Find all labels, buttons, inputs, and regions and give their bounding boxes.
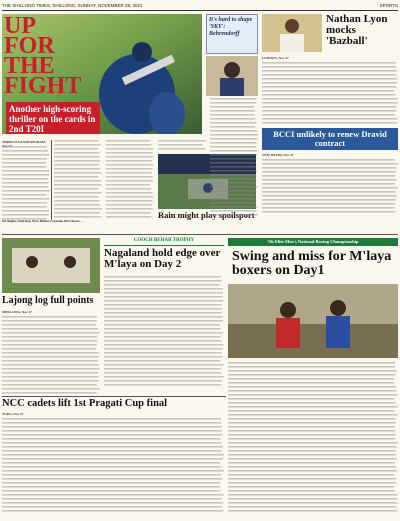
bcci-banner	[262, 128, 398, 150]
lajong-body	[2, 310, 100, 394]
lajong-photo	[2, 238, 100, 293]
cooch-title: Nagaland hold edge over M'laya on Day 2	[104, 247, 221, 270]
quote-text: It's hard to shape 'SKY': Behrendorff	[209, 17, 253, 37]
bcci-dateline: NEW DELHI, Nov 27	[262, 153, 294, 157]
lower-divider	[2, 396, 226, 397]
ncc-dateline: TURA, Nov 27	[2, 412, 24, 416]
lead-photo	[2, 14, 202, 134]
rain-title: Rain might play spoilsport	[158, 210, 255, 220]
lajong-dateline: SHILLONG, Nov 27	[2, 310, 32, 314]
ncc-body	[2, 412, 224, 512]
nathan-title: Nathan Lyon mocks 'Bazball'	[326, 13, 388, 47]
page-header	[2, 1, 398, 11]
rain-photo	[158, 154, 256, 209]
lead-body-col-2	[54, 140, 102, 220]
swing-kicker: 7th Elite Men's National Boxing Championship	[267, 239, 359, 244]
cooch-kicker-box	[104, 238, 224, 246]
lead-title-4: FIGHT	[4, 73, 82, 99]
cooch-body	[104, 276, 224, 388]
lead-title-3: THE	[4, 53, 55, 79]
nathan-photo	[262, 14, 322, 52]
swing-kicker-box	[228, 238, 398, 246]
lead-subtitle: Another high-scoring thriller on the cards in 2nd T20I	[9, 104, 96, 134]
swing-title: Swing and miss for M'laya boxers on Day1	[232, 249, 392, 278]
mid-divider	[2, 234, 398, 235]
nathan-dateline: LONDON, Nov 27	[262, 56, 289, 60]
lead-body-col-3	[106, 140, 154, 220]
nathan-body	[262, 56, 398, 126]
ncc-title: NCC cadets lift 1st Pragati Cup final	[2, 398, 168, 409]
swing-body	[228, 362, 398, 512]
bcci-title: BCCI unlikely to renew Dravid contract	[273, 129, 387, 148]
cooch-kicker: COOCH BEHAR TROPHY	[133, 238, 195, 243]
lead-title-1: UP	[4, 14, 36, 39]
lead-title-2: FOR	[4, 33, 55, 59]
bcci-body	[262, 153, 398, 213]
lead-caption: Mr Singha, Chairman, NSA; Bishnu S Guzmán, BSS; Ricoro ...	[2, 219, 83, 223]
quote-photo	[206, 56, 258, 96]
swing-photo	[228, 284, 398, 358]
header-right: SPORTS	[379, 3, 398, 8]
header-left: THE SHILLONG TIMES, SHILLONG, SUNDAY, NOVEMBER 28, 2021	[2, 3, 143, 8]
quote-box	[206, 14, 258, 54]
lead-dateline: THIRUVANANTHAPURAM, Nov 27	[2, 140, 46, 148]
lead-body-col-1	[2, 140, 50, 228]
lead-subtitle-box	[6, 102, 100, 134]
lajong-title: Lajong log full points	[2, 295, 94, 306]
